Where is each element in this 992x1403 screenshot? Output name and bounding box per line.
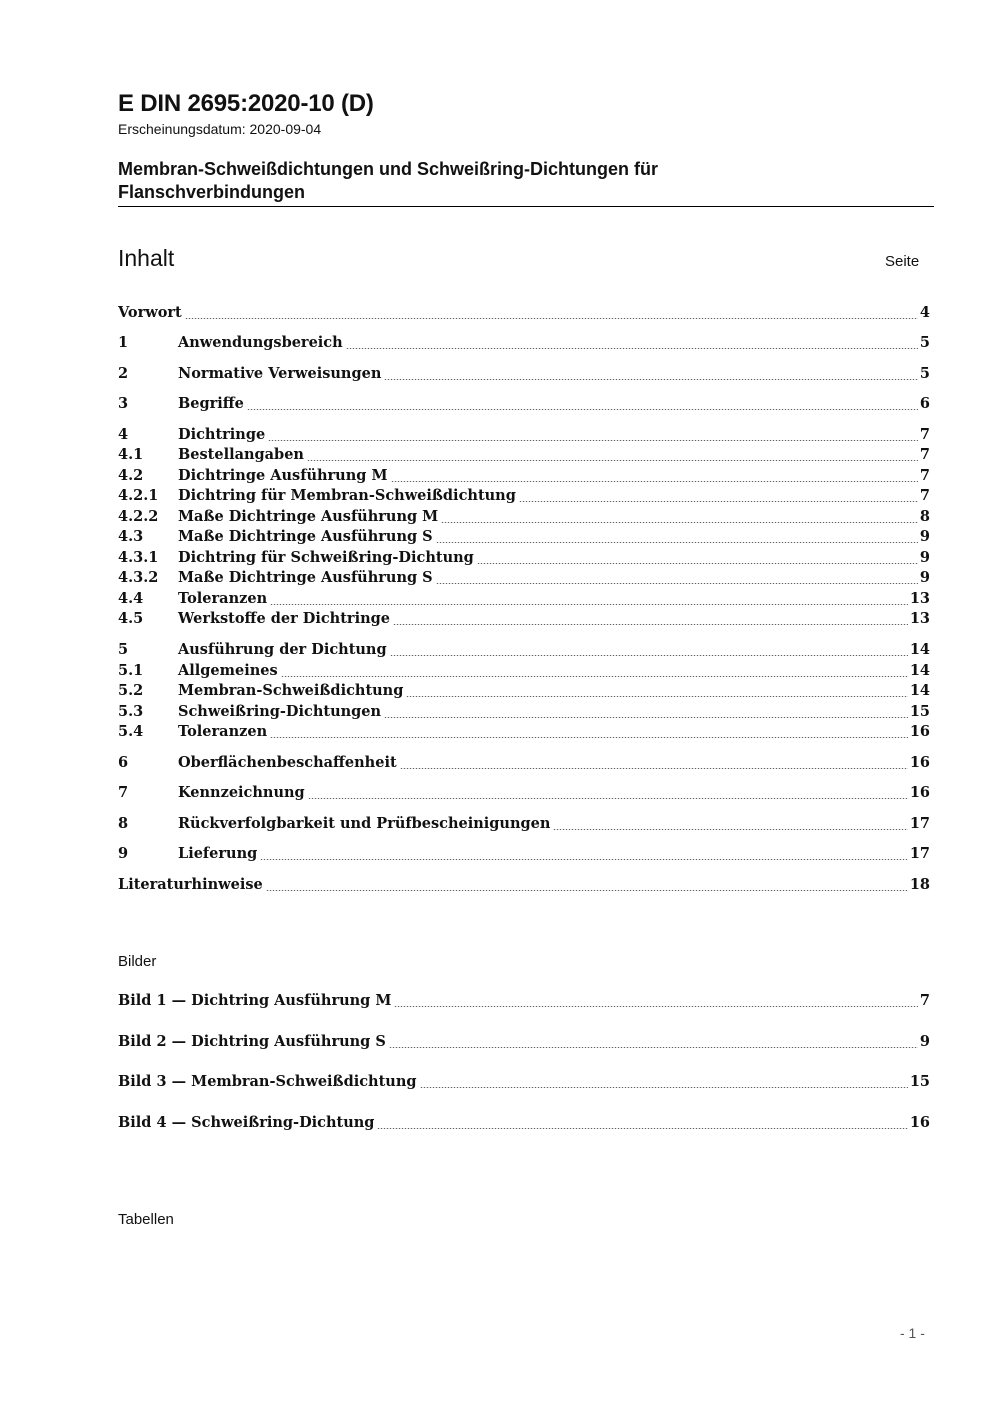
dot-leader	[377, 1128, 907, 1129]
dot-leader	[268, 440, 918, 441]
toc-entry-page: 7	[919, 467, 930, 484]
toc-entry-page: 9	[919, 549, 930, 566]
toc-entry-number: 4.1	[118, 446, 144, 463]
toc-entry-page: 5	[919, 334, 930, 351]
toc-entry-title: Kennzeichnung	[178, 784, 305, 801]
toc-entry-page: 17	[909, 845, 930, 862]
dot-leader	[185, 318, 918, 319]
toc-entry-title: Toleranzen	[178, 590, 268, 607]
toc-entry-number: 4.3.1	[118, 549, 159, 566]
toc-entry-number: 2	[118, 365, 129, 382]
dot-leader	[436, 583, 918, 584]
contents-heading: Inhalt	[118, 245, 175, 271]
toc-entry-title: Dichtringe Ausführung M	[178, 467, 388, 484]
figure-entry[interactable]	[118, 992, 930, 1012]
toc-entry-page: 6	[919, 395, 930, 412]
toc-entry-number: 6	[118, 754, 129, 771]
toc-entry-title: Literaturhinweise	[118, 876, 263, 893]
toc-entry-page: 14	[909, 662, 930, 679]
toc-entry[interactable]	[118, 426, 930, 446]
document-title-line-1: Membran-Schweißdichtungen und Schweißring-Dichtungen für	[118, 159, 658, 179]
figure-entry[interactable]	[118, 1114, 930, 1134]
toc-entry-page: 18	[909, 876, 930, 893]
toc-entry-title: Bild 4 — Schweißring-Dichtung	[118, 1114, 375, 1131]
toc-entry[interactable]	[118, 365, 930, 385]
dot-leader	[391, 481, 918, 482]
toc-entry[interactable]	[118, 723, 930, 743]
toc-entry-title: Werkstoffe der Dichtringe	[178, 610, 390, 627]
toc-entry-number: 9	[118, 845, 129, 862]
dot-leader	[436, 542, 918, 543]
toc-entry-number: 5.1	[118, 662, 144, 679]
dot-leader	[266, 890, 908, 891]
dot-leader	[393, 624, 908, 625]
toc-entry-page: 9	[919, 569, 930, 586]
toc-entry[interactable]	[118, 487, 930, 507]
dot-leader	[260, 859, 908, 860]
document-title	[118, 158, 818, 204]
figures-heading: Bilder	[118, 953, 157, 970]
toc-entry[interactable]	[118, 528, 930, 548]
toc-entry-page: 7	[919, 487, 930, 504]
figure-entry[interactable]	[118, 1033, 930, 1053]
dot-leader	[384, 379, 918, 380]
toc-entry-page: 7	[919, 992, 930, 1009]
toc-entry-title: Anwendungsbereich	[178, 334, 343, 351]
toc-entry-number: 1	[118, 334, 129, 351]
toc-entry[interactable]	[118, 754, 930, 774]
toc-entry-title: Dichtring für Membran-Schweißdichtung	[178, 487, 516, 504]
toc-entry-page: 7	[919, 446, 930, 463]
toc-entry-title: Allgemeines	[178, 662, 278, 679]
toc-entry-title: Membran-Schweißdichtung	[178, 682, 404, 699]
dot-leader	[477, 563, 918, 564]
toc-entry-number: 4.3	[118, 528, 144, 545]
toc-entry-number: 4.4	[118, 590, 144, 607]
toc-entry-title: Lieferung	[178, 845, 258, 862]
toc-entry[interactable]	[118, 641, 930, 661]
toc-entry-page: 17	[909, 815, 930, 832]
toc-entry-page: 15	[909, 1073, 930, 1090]
toc-entry-title: Normative Verweisungen	[178, 365, 382, 382]
toc-entry-page: 9	[919, 528, 930, 545]
toc-entry[interactable]	[118, 569, 930, 589]
toc-entry-page: 7	[919, 426, 930, 443]
toc-entry[interactable]	[118, 682, 930, 702]
toc-entry-title: Dichtringe	[178, 426, 266, 443]
toc-entry-title: Ausführung der Dichtung	[178, 641, 387, 658]
dot-leader	[389, 1047, 918, 1048]
toc-entry-number: 4.2.2	[118, 508, 159, 525]
publication-date: Erscheinungsdatum: 2020-09-04	[118, 121, 322, 137]
dot-leader	[270, 604, 908, 605]
toc-entry-title: Bild 3 — Membran-Schweißdichtung	[118, 1073, 417, 1090]
toc-entry-page: 13	[909, 610, 930, 627]
toc-entry-page: 14	[909, 641, 930, 658]
document-id: E DIN 2695:2020-10 (D)	[118, 90, 374, 117]
toc-entry-title: Vorwort	[118, 304, 182, 321]
dot-leader	[384, 717, 908, 718]
toc-entry[interactable]	[118, 845, 930, 865]
toc-entry-title: Bild 1 — Dichtring Ausführung M	[118, 992, 392, 1009]
toc-entry-page: 5	[919, 365, 930, 382]
dot-leader	[394, 1006, 917, 1007]
toc-entry-number: 5.4	[118, 723, 144, 740]
toc-entry-page: 4	[919, 304, 930, 321]
page-number: - 1 -	[900, 1325, 925, 1341]
dot-leader	[400, 768, 908, 769]
toc-entry-number: 4.5	[118, 610, 144, 627]
toc-entry-number: 5.3	[118, 703, 144, 720]
dot-leader	[281, 676, 908, 677]
toc-entry[interactable]	[118, 876, 930, 896]
toc-entry-number: 5	[118, 641, 129, 658]
figure-entry[interactable]	[118, 1073, 930, 1093]
toc-entry-number: 7	[118, 784, 129, 801]
toc-entry-title: Dichtring für Schweißring-Dichtung	[178, 549, 474, 566]
page-column-label: Seite	[885, 253, 920, 270]
toc-entry-page: 15	[909, 703, 930, 720]
dot-leader	[308, 798, 908, 799]
dot-leader	[270, 737, 908, 738]
dot-leader	[441, 522, 918, 523]
toc-entry-title: Oberflächenbeschaffenheit	[178, 754, 397, 771]
toc-entry-number: 4	[118, 426, 129, 443]
toc-entry-number: 8	[118, 815, 129, 832]
toc-entry-title: Toleranzen	[178, 723, 268, 740]
toc-entry[interactable]	[118, 467, 930, 487]
toc-entry-number: 4.3.2	[118, 569, 159, 586]
toc-entry[interactable]	[118, 304, 930, 324]
toc-entry-page: 16	[909, 1114, 930, 1131]
dot-leader	[247, 409, 918, 410]
toc-entry-number: 4.2.1	[118, 487, 159, 504]
toc-entry[interactable]	[118, 508, 930, 528]
toc-entry-number: 5.2	[118, 682, 144, 699]
toc-entry[interactable]	[118, 703, 930, 723]
toc-entry-title: Begriffe	[178, 395, 244, 412]
toc-entry[interactable]	[118, 334, 930, 354]
toc-entry-page: 8	[919, 508, 930, 525]
tables-heading: Tabellen	[118, 1211, 174, 1228]
dot-leader	[307, 460, 918, 461]
dot-leader	[553, 829, 907, 830]
toc-entry-title: Bild 2 — Dichtring Ausführung S	[118, 1033, 386, 1050]
toc-entry-title: Maße Dichtringe Ausführung S	[178, 569, 433, 586]
toc-entry-page: 14	[909, 682, 930, 699]
title-divider	[118, 206, 934, 207]
toc-entry[interactable]	[118, 610, 930, 630]
toc-entry-page: 16	[909, 784, 930, 801]
toc-entry-page: 13	[909, 590, 930, 607]
toc-entry[interactable]	[118, 815, 930, 835]
dot-leader	[519, 501, 918, 502]
toc-entry[interactable]	[118, 590, 930, 610]
toc-entry-page: 16	[909, 723, 930, 740]
dot-leader	[390, 655, 908, 656]
toc-entry-number: 3	[118, 395, 129, 412]
toc-entry-number: 4.2	[118, 467, 144, 484]
toc-entry-page: 16	[909, 754, 930, 771]
dot-leader	[346, 348, 918, 349]
document-title-line-2: Flanschverbindungen	[118, 182, 306, 202]
toc-entry[interactable]	[118, 395, 930, 415]
dot-leader	[406, 696, 907, 697]
toc-entry-title: Schweißring-Dichtungen	[178, 703, 382, 720]
toc-entry[interactable]	[118, 446, 930, 466]
dot-leader	[420, 1087, 908, 1088]
toc-entry-page: 9	[919, 1033, 930, 1050]
toc-entry-title: Maße Dichtringe Ausführung S	[178, 528, 433, 545]
toc-entry-title: Maße Dichtringe Ausführung M	[178, 508, 439, 525]
toc-entry[interactable]	[118, 662, 930, 682]
toc-entry-title: Bestellangaben	[178, 446, 304, 463]
toc-entry-title: Rückverfolgbarkeit und Prüfbescheinigungen	[178, 815, 551, 832]
toc-entry[interactable]	[118, 784, 930, 804]
toc-entry[interactable]	[118, 549, 930, 569]
